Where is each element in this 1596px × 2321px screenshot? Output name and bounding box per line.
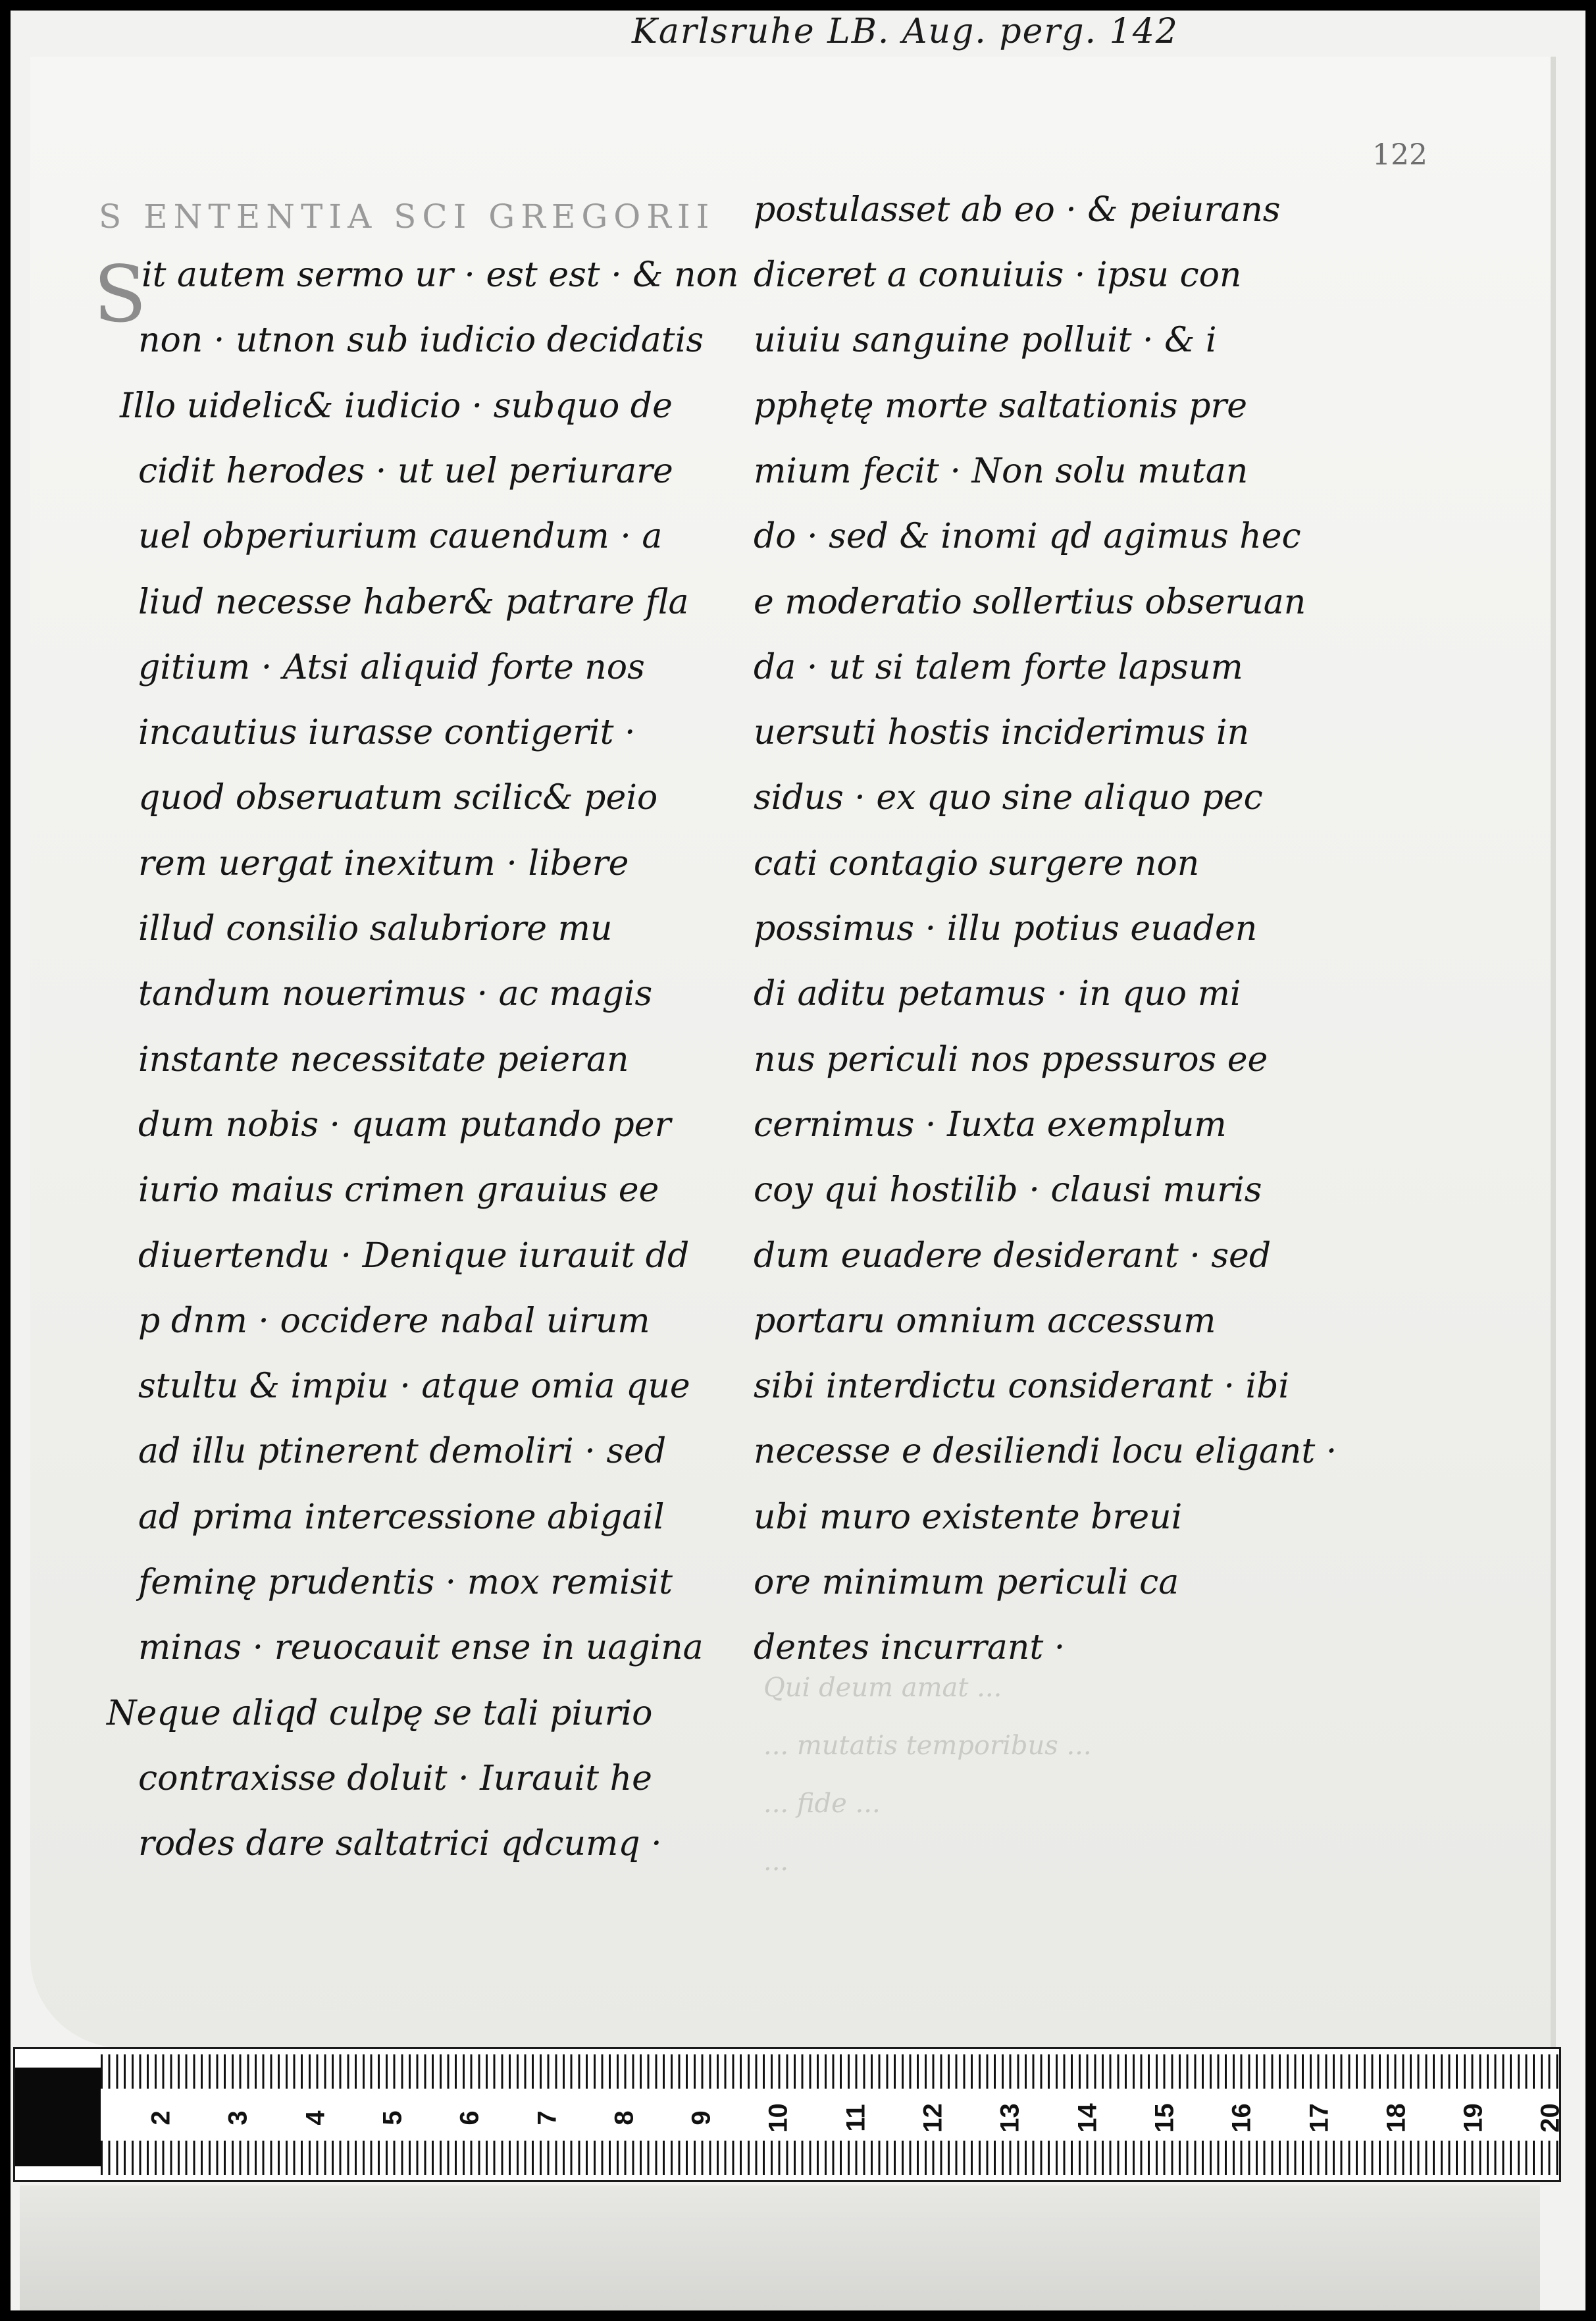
left-column-line: minas · reuocauit ense in uagina xyxy=(138,1628,704,1668)
ruler-number: 5 xyxy=(378,2110,407,2125)
right-column-line: dum euadere desiderant · sed xyxy=(754,1236,1272,1276)
left-column-line: feminę prudentis · mox remisit xyxy=(138,1563,673,1602)
ruler-number: 9 xyxy=(686,2110,716,2125)
right-column-line: uiuiu sanguine polluit · & i xyxy=(754,321,1217,361)
right-column-line: necesse e desiliendi locu eligant · xyxy=(754,1432,1337,1472)
right-column-line: cati contagio surgere non xyxy=(754,843,1200,883)
left-column-line: incautius iurasse contigerit · xyxy=(138,713,636,753)
left-column-line: instante necessitate peieran xyxy=(138,1039,629,1080)
left-column-line: rodes dare saltatrici qdcumq · xyxy=(138,1824,662,1864)
ruler-number: 3 xyxy=(223,2110,253,2125)
ruler-number: 19 xyxy=(1458,2103,1488,2133)
right-column-line: nus periculi nos ppessuros ee xyxy=(754,1039,1268,1080)
show-through-line: ... mutatis temporibus ... xyxy=(763,1731,1092,1761)
ruler-ticks-top xyxy=(101,2054,1559,2089)
ruler-number: 7 xyxy=(532,2110,561,2125)
ruler-number: 14 xyxy=(1073,2103,1102,2133)
right-column-line: ubi muro existente breui xyxy=(754,1497,1183,1537)
left-column-line: iurio maius crimen grauius ee xyxy=(138,1170,659,1211)
ruler-number: 8 xyxy=(609,2110,639,2125)
right-column-line: dentes incurrant · xyxy=(754,1628,1066,1668)
right-column-line: uersuti hostis inciderimus in xyxy=(754,713,1250,753)
right-column-line: da · ut si talem forte lapsum xyxy=(754,647,1243,687)
decorated-initial: S xyxy=(93,249,147,340)
left-column-line: quod obseruatum scilic& peio xyxy=(138,778,658,818)
right-column-line: do · sed & inomi qd agimus hec xyxy=(754,517,1301,557)
ruler-number: 2 xyxy=(146,2110,176,2125)
left-column-line: uel obperiurium cauendum · a xyxy=(138,517,663,557)
ruler-number: 11 xyxy=(841,2104,871,2132)
right-column-line: portaru omnium accessum xyxy=(754,1301,1216,1341)
ruler-number: 16 xyxy=(1227,2103,1256,2133)
measurement-ruler xyxy=(13,2047,1565,2182)
archive-caption: Karlsruhe LB. Aug. perg. 142 xyxy=(632,12,1179,51)
show-through-line: ... fide ... xyxy=(763,1788,881,1819)
ruler-number: 13 xyxy=(995,2103,1025,2133)
right-column-line: sidus · ex quo sine aliquo pec xyxy=(754,778,1263,818)
left-column-line: Neque aliqd culpę se tali piurio xyxy=(107,1693,653,1733)
ruler-number: 17 xyxy=(1304,2103,1333,2133)
right-column-line: sibi interdictu considerant · ibi xyxy=(754,1367,1290,1407)
left-column-line: ad prima intercessione abigail xyxy=(138,1497,665,1537)
ruler-number: 10 xyxy=(763,2103,793,2133)
ruler-ticks-bottom xyxy=(101,2141,1559,2175)
table-surface xyxy=(20,2185,1540,2310)
right-column-line: coy qui hostilib · clausi muris xyxy=(754,1170,1262,1211)
left-column-line: Illo uidelic& iudicio · subquo de xyxy=(120,386,673,426)
left-column-line: illud consilio salubriore mu xyxy=(138,909,613,949)
rubric-heading: S ENTENTIA SCI GREGORII xyxy=(99,197,715,236)
right-column-line: diceret a conuiuis · ipsu con xyxy=(754,255,1242,295)
ruler-number: 20 xyxy=(1535,2103,1565,2133)
left-column-line: liud necesse haber& patrare fla xyxy=(138,582,689,622)
left-column-line: stultu & impiu · atque omia que xyxy=(138,1367,690,1407)
right-column-line: pphętę morte saltationis pre xyxy=(754,386,1248,426)
left-column-line: gitium · Atsi aliquid forte nos xyxy=(138,647,645,687)
left-column-line: p dnm · occidere nabal uirum xyxy=(138,1301,650,1341)
show-through-line: Qui deum amat ... xyxy=(763,1673,1002,1703)
left-column-line: rem uergat inexitum · libere xyxy=(138,843,629,883)
show-through-text xyxy=(763,1659,1316,1891)
right-column-line: e moderatio sollertius obseruan xyxy=(754,582,1306,622)
ruler-number: 4 xyxy=(301,2110,330,2125)
left-column-line: contraxisse doluit · Iurauit he xyxy=(138,1758,652,1798)
right-column-line: postulasset ab eo · & peiurans xyxy=(754,190,1281,230)
right-column-line: ore minimum periculi ca xyxy=(754,1563,1179,1602)
left-column-line: tandum nouerimus · ac magis xyxy=(138,974,653,1014)
ruler-number: 12 xyxy=(918,2103,948,2133)
right-column-line: cernimus · Iuxta exemplum xyxy=(754,1105,1227,1145)
left-column-line: diuertendu · Denique iurauit dd xyxy=(138,1236,690,1276)
left-column-line: ad illu ptinerent demoliri · sed xyxy=(138,1432,667,1472)
left-column-line: cidit herodes · ut uel periurare xyxy=(138,451,673,491)
show-through-line: ... xyxy=(763,1846,789,1877)
left-column-line: non · utnon sub iudicio decidatis xyxy=(138,321,704,361)
ruler-number: 18 xyxy=(1381,2103,1411,2133)
left-column-line: dum nobis · quam putando per xyxy=(138,1105,671,1145)
left-column-line: it autem sermo ur · est est · & non xyxy=(142,255,739,295)
right-column-line: mium fecit · Non solu mutan xyxy=(754,451,1248,491)
ruler-end-tab xyxy=(15,2068,101,2166)
page-number: 122 xyxy=(1372,138,1428,172)
ruler-number: 15 xyxy=(1150,2103,1179,2133)
right-column-line: possimus · illu potius euaden xyxy=(754,909,1258,949)
ruler-number: 6 xyxy=(455,2110,484,2125)
right-column-line: di aditu petamus · in quo mi xyxy=(754,974,1241,1014)
